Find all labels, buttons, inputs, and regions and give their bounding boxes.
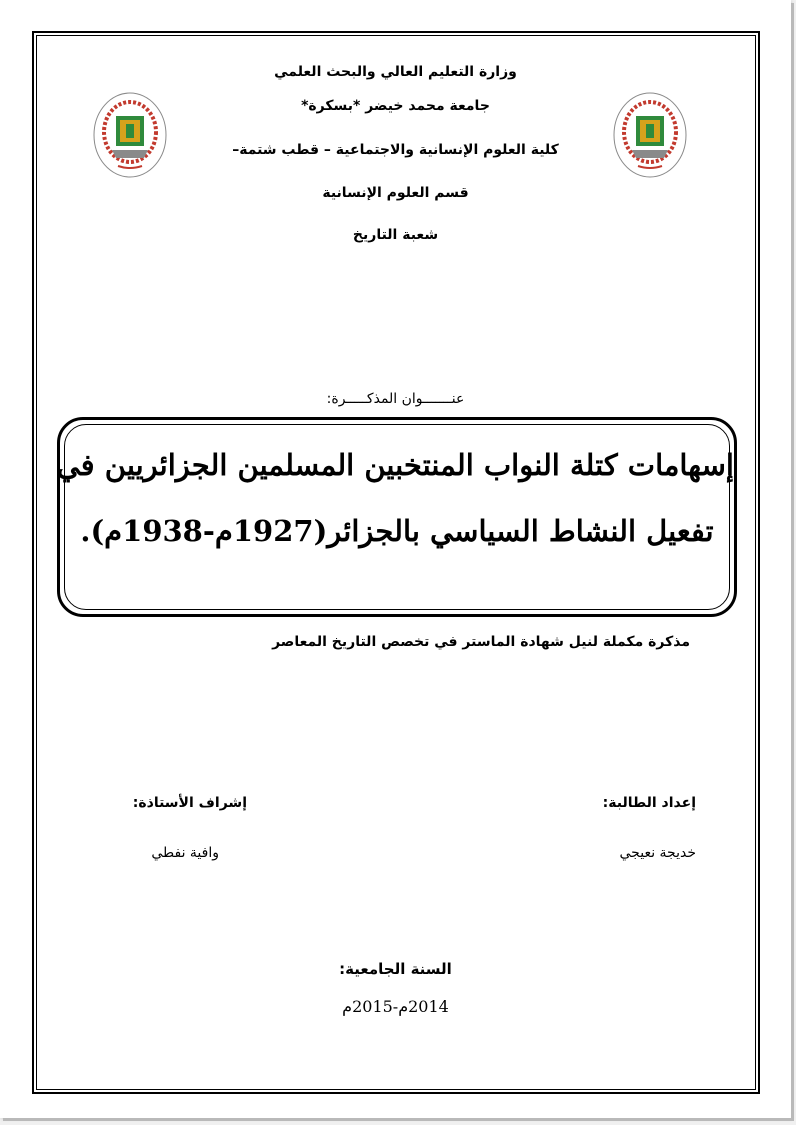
memo-title-line-2: تفعيل النشاط السياسي بالجزائر(1927م-1938م). xyxy=(80,514,714,548)
branch-name: شعبة التاريخ xyxy=(352,227,439,243)
academic-year-value: 2014م-2015م xyxy=(342,997,449,1016)
university-name: جامعة محمد خيضر *بسكرة* xyxy=(301,98,490,114)
supervisor-label: إشراف الأستاذة: xyxy=(132,795,247,811)
department-name: قسم العلوم الإنسانية xyxy=(322,185,469,201)
supervisor-name: وافية نفطي xyxy=(151,845,219,861)
ministry-name: وزارة التعليم العالي والبحث العلمي xyxy=(274,64,517,80)
memo-subtitle: مذكرة مكملة لنيل شهادة الماستر في تخصص التاريخ المعاصر xyxy=(272,634,690,650)
student-name: خديجة نعيجي xyxy=(619,845,696,861)
student-label: إعداد الطالبة: xyxy=(602,795,696,811)
academic-year-label: السنة الجامعية: xyxy=(339,960,452,978)
memo-title-line-1: إسهامات كتلة النواب المنتخبين المسلمين الجزائريين في xyxy=(56,448,734,482)
title-label: عنـــــــوان المذكـــــرة: xyxy=(326,391,465,407)
faculty-name: كلية العلوم الإنسانية والاجتماعية – قطب شتمة– xyxy=(232,142,559,158)
